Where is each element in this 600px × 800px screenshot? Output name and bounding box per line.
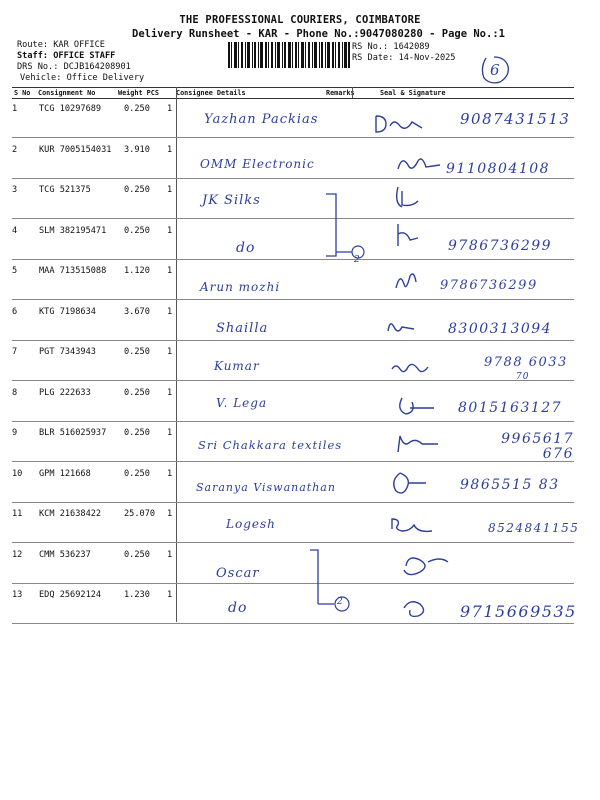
consignee-handwritten: Kumar [214,359,260,373]
pieces-count: 1 [167,549,173,560]
signature-scribble [400,594,456,622]
col-consignee: Consignee Details [176,89,246,97]
col-sno: S No [14,89,31,97]
pieces-count: 1 [167,347,173,357]
serial-number: 5 [12,266,18,276]
signature-scribble [392,183,448,211]
signature-scribble [388,355,444,383]
consignment-number: PGT 7343943 [39,347,96,357]
remarks-divider [352,87,353,98]
consignment-number: TCG 10297689 [39,104,102,114]
phone-handwritten: 9087431513 [460,110,571,128]
signature-scribble [392,430,448,458]
row-7-note: 70 [516,372,530,382]
staff-label: Staff: OFFICE STAFF [17,51,116,61]
consignee-handwritten: Yazhan Packias [204,112,319,127]
pieces-count: 1 [167,468,173,479]
table-row [12,382,574,422]
weight-value: 25.070 [124,509,156,519]
table-row [12,98,574,138]
phone-handwritten: 9788 6033 [484,355,568,370]
weight-value: 0.250 [124,104,150,114]
serial-number: 7 [12,347,18,357]
consignee-handwritten: V. Lega [216,395,268,410]
phone-handwritten: 9786736299 [440,278,538,293]
table-row [12,544,574,584]
weight-value: 3.670 [124,306,150,317]
col-consignment: Consignment No [38,89,96,97]
phone-handwritten: 8524841155 [488,521,580,535]
table-row [12,422,574,462]
weight-value: 1.230 [124,590,150,600]
pieces-count: 1 [167,509,173,519]
consignment-number: KCM 21638422 [39,509,102,519]
serial-number: 12 [12,549,23,560]
serial-number: 1 [12,104,18,114]
col-remarks: Remarks [326,89,355,97]
serial-number: 9 [12,428,18,438]
pieces-count: 1 [167,104,173,114]
signature-scribble [390,222,446,250]
consignment-number: KUR 7005154031 [39,144,112,155]
company-title: THE PROFESSIONAL COURIERS, COIMBATORE [179,14,421,26]
serial-number: 10 [12,468,23,479]
pieces-count: 1 [167,144,173,155]
page-mark-number: 6 [490,61,500,79]
pieces-count: 1 [167,266,173,276]
weight-value: 3.910 [124,144,150,155]
weight-value: 0.250 [124,185,150,195]
weight-value: 0.250 [124,428,150,438]
consignment-number: BLR 516025937 [39,428,107,438]
bracket-count-12-13: 2 [337,597,344,607]
col-weight-pcs: Weight PCS [118,89,159,97]
table-row [12,220,574,260]
serial-number: 8 [12,387,18,398]
phone-handwritten: 8015163127 [458,399,563,416]
vehicle-label: Vehicle: Office Delivery [20,73,145,83]
consignee-handwritten: Logesh [226,517,276,531]
consignment-number: MAA 713515088 [39,266,107,276]
barcode-image [228,42,350,68]
consignment-number: TCG 521375 [39,185,91,195]
runsheet-subtitle: Delivery Runsheet - KAR - Phone No.:9047080280 - Page No.:1 [132,28,505,40]
weight-value: 1.120 [124,266,150,276]
signature-scribble [388,469,444,497]
serial-number: 11 [12,509,23,519]
consignee-handwritten: Arun mozhi [200,280,281,294]
consignment-number: CMM 536237 [39,549,91,560]
consignment-number: EDQ 25692124 [39,590,102,600]
table-row [12,301,574,341]
phone-handwritten: 9786736299 [448,237,553,254]
signature-scribble [394,392,450,420]
rs-number: RS No.: 1642089 [352,42,430,52]
weight-value: 0.250 [124,225,150,236]
table-row [12,179,574,219]
serial-number: 2 [12,144,18,155]
pieces-count: 1 [167,428,173,438]
consignee-handwritten: OMM Electronic [200,156,315,171]
pieces-count: 1 [167,306,173,317]
weight-value: 0.250 [124,347,150,357]
pieces-count: 1 [167,185,173,195]
signature-scribble [400,552,456,580]
table-row [12,341,574,381]
phone-handwritten: 9865515 83 [460,476,560,493]
serial-number: 4 [12,225,18,236]
consignee-handwritten: Oscar [216,565,260,581]
consignee-handwritten: do [228,600,248,616]
serial-number: 3 [12,185,18,195]
signature-scribble [392,151,448,179]
consignee-handwritten: Saranya Viswanathan [196,480,336,494]
table-row [12,463,574,503]
handwritten-page-mark [478,54,512,86]
consignment-number: SLM 382195471 [39,225,107,236]
consignment-number: PLG 222633 [39,387,91,398]
signature-scribble [372,110,428,138]
consignee-handwritten: do [236,239,256,256]
phone-handwritten: 9965617 676 [501,431,574,462]
col-seal: Seal & Signature [380,89,446,97]
weight-value: 0.250 [124,468,150,479]
row-divider [12,623,574,624]
table-row [12,584,577,624]
weight-value: 0.250 [124,549,150,560]
serial-number: 6 [12,306,18,317]
signature-scribble [388,513,444,541]
phone-handwritten: 8300313094 [448,320,553,337]
weight-value: 0.250 [124,387,150,398]
bracket-count-3-4: 2 [354,255,361,265]
drs-number: DRS No.: DCJB164208901 [17,62,131,72]
consignment-number: KTG 7198634 [39,306,96,317]
bracket-rows-12-13 [296,546,360,616]
consignee-handwritten: Sri Chakkara textiles [198,438,343,452]
phone-handwritten: 9715669535 [460,602,577,621]
pieces-count: 1 [167,225,173,236]
consignee-handwritten: JK Silks [202,193,261,208]
table-top-rule [12,87,574,88]
pieces-count: 1 [167,590,173,600]
route-label: Route: KAR OFFICE [17,40,105,50]
signature-scribble [384,313,440,341]
pieces-count: 1 [167,387,173,398]
table-row [12,503,580,543]
table-row [12,260,574,300]
serial-number: 13 [12,590,23,600]
phone-handwritten: 9110804108 [446,160,551,177]
consignee-handwritten: Shailla [216,320,269,336]
consignment-number: GPM 121668 [39,468,91,479]
rs-date: RS Date: 14-Nov-2025 [352,53,456,63]
table-row [12,139,574,179]
